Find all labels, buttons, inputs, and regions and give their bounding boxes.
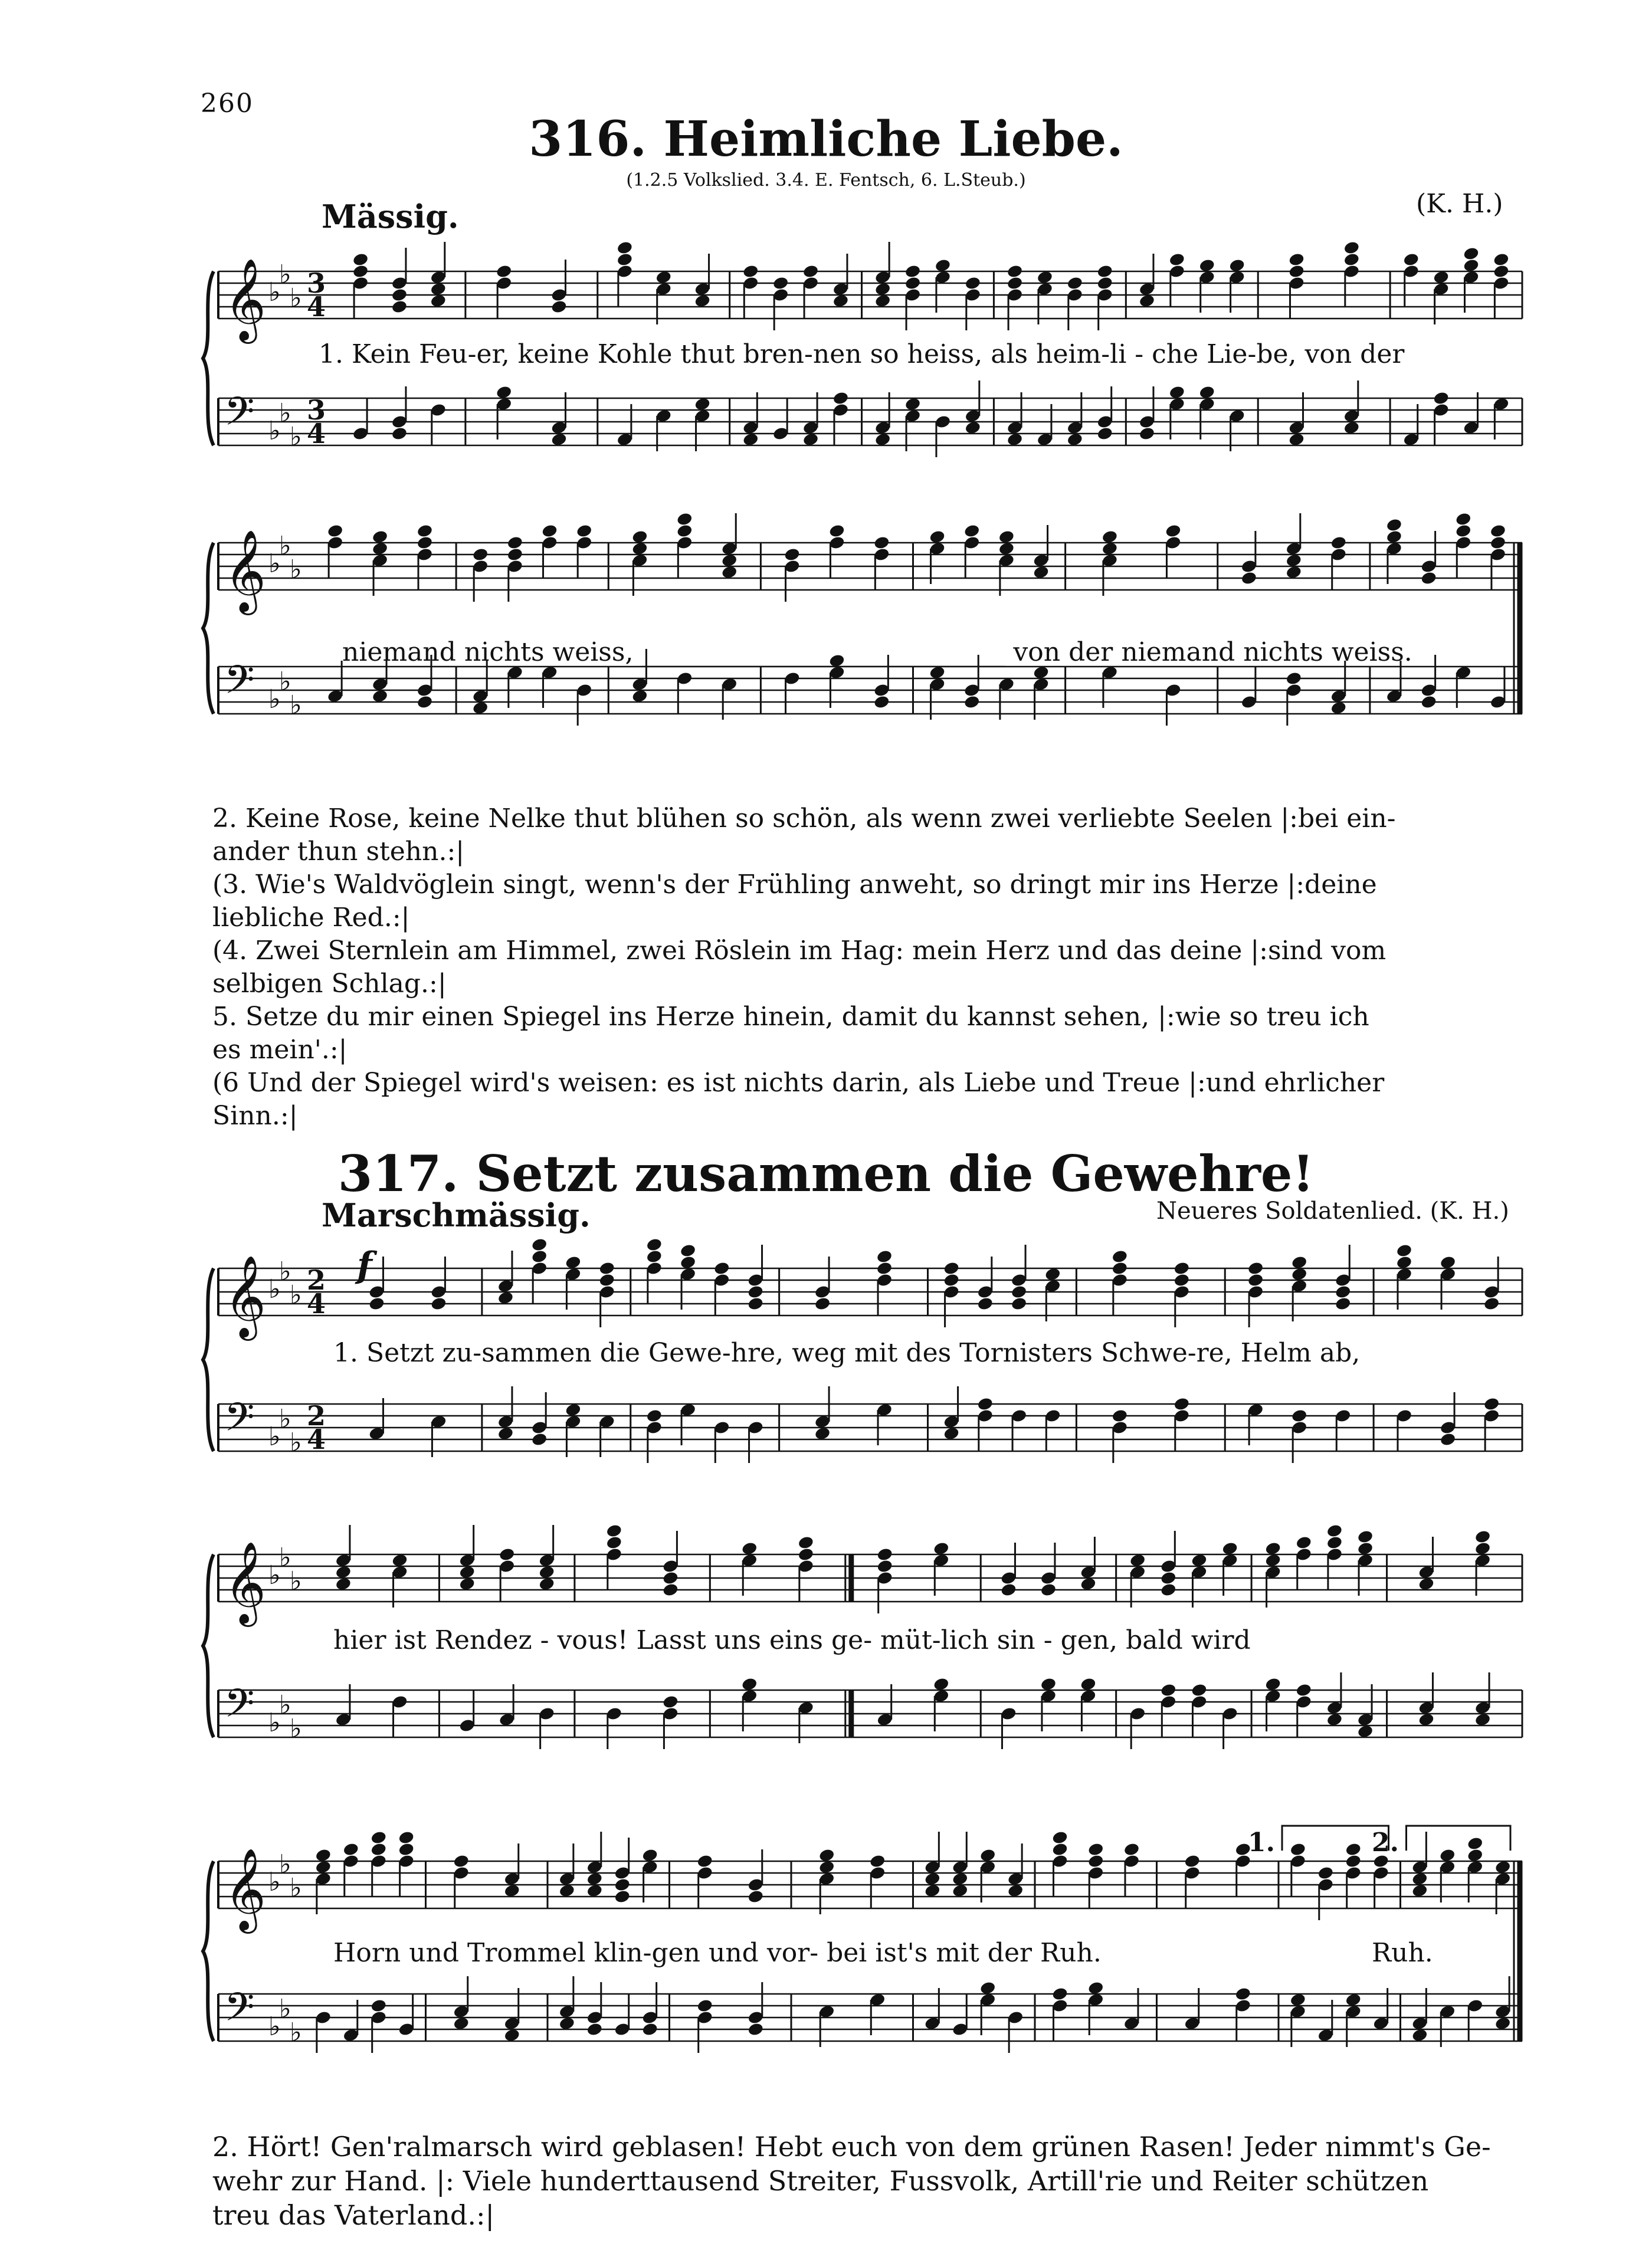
verse-6-line-2: Sinn.:| — [212, 1101, 298, 1131]
note-head — [1420, 694, 1437, 709]
note-head — [1295, 1535, 1312, 1550]
flat-icon: ♭ — [279, 1994, 291, 2024]
note-head — [1326, 1535, 1343, 1550]
treble-clef-icon: 𝄞 — [224, 530, 266, 612]
note-head — [531, 1249, 548, 1264]
time-signature-denominator: 4 — [307, 1423, 326, 1455]
brace — [203, 543, 214, 714]
note-head — [499, 1547, 516, 1562]
verse-2-line-2: ander thun stehn.:| — [212, 837, 465, 867]
note-head — [1111, 1261, 1128, 1275]
time-signature-numerator: 2 — [307, 1400, 326, 1432]
note-head — [662, 1570, 679, 1585]
song-317-lyrics-line-1: 1. Setzt zu-sammen die Gewe-hre, weg mit des Tornisters Schwe-re, Helm ab, — [333, 1338, 1361, 1368]
flat-icon: ♭ — [268, 549, 281, 579]
flat-icon: ♭ — [290, 422, 302, 452]
note-head — [1000, 1582, 1017, 1597]
song-317-verse-2-line-1: 2. Hört! Gen'ralmarsch wird geblasen! Hebt euch von dem grünen Rasen! Jeder nimmt's Ge- — [212, 2131, 1491, 2163]
verse-4-line-1: (4. Zwei Sternlein am Himmel, zwei Röslein im Hag: mein Herz und das deine |:sind vom — [212, 936, 1386, 966]
note-head — [1087, 1854, 1104, 1868]
note-head — [1173, 1261, 1190, 1275]
note-head — [1241, 570, 1258, 585]
ending-1-label: 1. — [1248, 1828, 1275, 1858]
note-head — [1184, 1854, 1201, 1868]
note-head — [784, 547, 801, 562]
note-head — [1357, 1529, 1374, 1544]
note-head — [1289, 1842, 1306, 1856]
note-head — [828, 523, 845, 538]
note-head — [370, 1842, 387, 1856]
flat-icon: ♭ — [290, 690, 302, 720]
note-head — [1087, 1842, 1104, 1856]
note-head — [507, 535, 524, 550]
note-head — [614, 1889, 631, 1904]
note-head — [1345, 1842, 1362, 1856]
note-head — [507, 547, 524, 562]
note-head — [772, 275, 789, 290]
song-317-verse-2-line-2: wehr zur Hand. |: Viele hunderttausend Streiter, Fussvolk, Artill'rie und Reiter schützen — [212, 2165, 1429, 2197]
treble-staff — [218, 1541, 1522, 1627]
song-317-system-3 — [201, 1817, 1525, 2094]
song-317-source-tag: Neueres Soldatenlied. (K. H.) — [1156, 1198, 1509, 1225]
note-head — [1111, 1249, 1128, 1264]
flat-icon: ♭ — [279, 1404, 291, 1434]
note-head — [645, 1408, 663, 1423]
note-head — [1165, 523, 1182, 538]
verse-3-line-2: liebliche Red.:| — [212, 903, 410, 933]
flat-icon: ♭ — [279, 1690, 291, 1720]
note-head — [1440, 1432, 1457, 1446]
note-head — [417, 535, 434, 550]
song-317-tempo: Marschmässig. — [322, 1196, 591, 1234]
flat-icon: ♭ — [268, 1422, 281, 1452]
note-head — [1295, 1682, 1312, 1697]
flat-icon: ♭ — [268, 2012, 281, 2042]
note-head — [1493, 264, 1510, 278]
note-head — [1455, 523, 1472, 538]
note-head — [1326, 1523, 1343, 1538]
ending-2-lyric: Ruh. — [1372, 1938, 1433, 1968]
note-head — [1291, 1408, 1308, 1423]
note-head — [1173, 1396, 1190, 1411]
note-head — [943, 1272, 960, 1287]
note-head — [541, 523, 558, 538]
song-317-system-1 — [201, 1227, 1525, 1492]
verse-2-line-1: 2. Keine Rose, keine Nelke thut blühen so schön, als wenn zwei verliebte Seelen |:bei ein- — [212, 803, 1396, 834]
note-head — [873, 694, 890, 709]
note-head — [370, 1998, 387, 2013]
note-head — [1483, 1296, 1500, 1311]
note-head — [531, 1432, 548, 1446]
note-head — [370, 1830, 387, 1845]
treble-clef-icon: 𝄞 — [224, 1541, 266, 1623]
note-head — [398, 1830, 415, 1845]
flat-icon: ♭ — [268, 416, 281, 446]
note-head — [1007, 264, 1024, 278]
note-head — [1330, 535, 1347, 550]
note-head — [430, 1296, 447, 1311]
bass-clef-icon: 𝄢 — [224, 1984, 255, 2039]
note-head — [368, 1296, 385, 1311]
note-head — [1285, 671, 1302, 685]
note-head — [1490, 535, 1507, 550]
note-head — [1066, 275, 1083, 290]
note-head — [747, 2022, 764, 2036]
note-head — [1386, 517, 1403, 532]
note-head — [1011, 1284, 1028, 1299]
note-head — [832, 391, 850, 405]
note-head — [876, 1249, 893, 1264]
note-head — [1160, 1682, 1177, 1697]
note-head — [605, 1535, 622, 1550]
brace — [203, 1554, 214, 1737]
note-head — [1051, 1842, 1068, 1856]
song-316-lyrics-line-2: niemand nichts weiss, ____________________________ von der niemand nichts weiss. — [342, 637, 1412, 667]
flat-icon: ♭ — [279, 1849, 291, 1879]
note-head — [747, 1284, 764, 1299]
note-head — [873, 535, 890, 550]
note-head — [1139, 426, 1156, 441]
note-head — [1335, 1296, 1352, 1311]
note-head — [1173, 1272, 1190, 1287]
dynamic-forte: f — [357, 1245, 372, 1286]
note-head — [976, 1296, 994, 1311]
note-head — [398, 1842, 415, 1856]
note-head — [1096, 264, 1113, 278]
note-head — [676, 511, 693, 526]
note-head — [1168, 252, 1185, 267]
song-317-lyrics-line-3: Horn und Trommel klin-gen und vor- bei ist's mit der Ruh. — [333, 1938, 1102, 1968]
note-head — [904, 275, 922, 290]
song-316-title: 316. Heimliche Liebe. — [529, 111, 1123, 168]
note-head — [1288, 252, 1305, 267]
song-317-system-2 — [201, 1522, 1525, 1787]
flat-icon: ♭ — [290, 1280, 302, 1310]
note-head — [963, 523, 981, 538]
bass-clef-icon: 𝄢 — [224, 657, 255, 712]
note-head — [1433, 391, 1450, 405]
verse-5-line-2: es mein'.:| — [212, 1035, 348, 1065]
note-head — [1011, 1296, 1028, 1311]
note-head — [869, 1854, 886, 1868]
note-head — [1335, 1284, 1352, 1299]
note-head — [876, 1261, 893, 1275]
time-signature-denominator: 4 — [307, 291, 326, 323]
note-head — [645, 1237, 663, 1252]
verse-5-line-1: 5. Setze du mir einen Spiegel ins Herze hinein, damit du kannst sehen, |:wie so treu ich — [212, 1002, 1369, 1032]
flat-icon: ♭ — [279, 1257, 291, 1287]
note-head — [747, 1889, 764, 1904]
flat-icon: ♭ — [268, 1274, 281, 1304]
note-head — [662, 1582, 679, 1597]
song-317-verse-2-line-3: treu das Vaterland.:| — [212, 2199, 494, 2231]
note-head — [576, 523, 593, 538]
song-316-source-tag: (K. H.) — [1416, 189, 1503, 219]
treble-staff — [218, 530, 1522, 615]
note-head — [391, 426, 408, 441]
note-head — [605, 1523, 622, 1538]
note-head — [1247, 1272, 1264, 1287]
note-head — [802, 264, 820, 278]
note-head — [1096, 275, 1113, 290]
treble-staff — [218, 258, 1522, 344]
note-head — [417, 694, 434, 709]
flat-icon: ♭ — [290, 1428, 302, 1458]
bass-staff — [218, 389, 1522, 452]
note-head — [472, 547, 489, 562]
note-head — [645, 1249, 663, 1264]
note-head — [696, 1854, 713, 1868]
flat-icon: ♭ — [279, 531, 291, 561]
note-head — [798, 1535, 815, 1550]
note-head — [676, 523, 693, 538]
note-head — [1111, 1408, 1128, 1423]
flat-icon: ♭ — [268, 1560, 281, 1590]
time-signature-denominator: 4 — [307, 1288, 326, 1320]
note-head — [963, 694, 981, 709]
note-head — [391, 287, 408, 302]
note-head — [1493, 252, 1510, 267]
song-316-attribution: (1.2.5 Volkslied. 3.4. E. Fentsch, 6. L.Steub.) — [626, 170, 1026, 191]
bass-clef-icon: 𝄢 — [224, 389, 255, 444]
time-signature-numerator: 3 — [307, 267, 326, 299]
flat-icon: ♭ — [290, 555, 302, 585]
note-head — [1455, 511, 1472, 526]
brace — [203, 1861, 214, 2041]
volta-bracket-2 — [1407, 1826, 1511, 1851]
note-head — [662, 1694, 679, 1709]
brace — [203, 1268, 214, 1451]
song-316-lyrics-line-1: 1. Kein Feu-er, keine Kohle thut bren-nen so heiss, als heim-li - che Lie-be, von der — [319, 339, 1405, 369]
page-number: 260 — [201, 88, 254, 119]
note-head — [943, 1261, 960, 1275]
flat-icon: ♭ — [279, 398, 291, 428]
note-head — [327, 523, 344, 538]
note-head — [1490, 523, 1507, 538]
note-head — [904, 264, 922, 278]
note-head — [342, 1842, 359, 1856]
note-head — [1123, 1842, 1140, 1856]
note-head — [1234, 1986, 1251, 2001]
time-signature-numerator: 3 — [307, 394, 326, 426]
song-317-title: 317. Setzt zusammen die Gewehre! — [337, 1144, 1315, 1203]
flat-icon: ♭ — [290, 1873, 302, 1903]
flat-icon: ♭ — [290, 2018, 302, 2048]
note-head — [617, 240, 634, 255]
flat-icon: ♭ — [268, 277, 281, 307]
note-head — [1402, 252, 1420, 267]
treble-clef-icon: 𝄞 — [224, 1255, 266, 1337]
note-head — [876, 1547, 893, 1562]
song-317-lyrics-line-2: hier ist Rendez - vous! Lasst uns eins ge- müt-lich sin - gen, bald wird — [333, 1625, 1251, 1655]
note-head — [496, 264, 513, 278]
time-signature-numerator: 2 — [307, 1264, 326, 1296]
note-head — [1483, 1396, 1500, 1411]
note-head — [453, 1854, 470, 1868]
note-head — [680, 1243, 697, 1258]
note-head — [1096, 426, 1113, 441]
note-head — [417, 523, 434, 538]
note-head — [641, 2022, 658, 2036]
note-head — [550, 299, 568, 314]
time-signature-denominator: 4 — [307, 418, 326, 450]
verse-4-line-2: selbigen Schlag.:| — [212, 969, 447, 999]
bass-clef-icon: 𝄢 — [224, 1395, 255, 1449]
flat-icon: ♭ — [268, 1708, 281, 1738]
song-316-system-1 — [201, 236, 1525, 490]
song-317-verses — [212, 2130, 1522, 2232]
treble-clef-icon: 𝄞 — [224, 258, 266, 340]
note-head — [531, 1237, 548, 1252]
note-head — [617, 252, 634, 267]
note-head — [1051, 1830, 1068, 1845]
note-head — [1317, 1865, 1334, 1880]
treble-staff — [218, 1255, 1522, 1341]
bass-staff — [218, 1681, 1522, 1744]
flat-icon: ♭ — [268, 684, 281, 714]
note-head — [1463, 246, 1480, 261]
note-head — [1343, 240, 1360, 255]
note-head — [1474, 1529, 1492, 1544]
note-head — [1040, 1582, 1057, 1597]
bass-clef-icon: 𝄢 — [224, 1681, 255, 1736]
brace — [203, 271, 214, 445]
note-head — [747, 1296, 764, 1311]
note-head — [1420, 570, 1437, 585]
song-316-tempo: Mässig. — [322, 198, 459, 235]
note-head — [598, 1272, 615, 1287]
note-head — [352, 264, 369, 278]
note-head — [696, 1998, 713, 2013]
note-head — [742, 264, 759, 278]
flat-icon: ♭ — [290, 283, 302, 313]
note-head — [964, 275, 981, 290]
note-head — [1160, 1570, 1177, 1585]
note-head — [1160, 1582, 1177, 1597]
note-head — [598, 1261, 615, 1275]
treble-clef-icon: 𝄞 — [224, 1848, 266, 1930]
note-head — [1467, 1836, 1484, 1851]
note-head — [1288, 264, 1305, 278]
note-head — [1396, 1243, 1413, 1258]
note-head — [1345, 1854, 1362, 1868]
ending-2-label: 2. — [1372, 1828, 1399, 1858]
flat-icon: ♭ — [279, 667, 291, 697]
flat-icon: ♭ — [279, 1543, 291, 1573]
verse-3-line-1: (3. Wie's Waldvöglein singt, wenn's der Frühling anweht, so dringt mir ins Herze |:deine — [212, 870, 1377, 900]
note-head — [976, 1396, 994, 1411]
song-316-system-2 — [201, 519, 1525, 773]
note-head — [1051, 1986, 1068, 2001]
note-head — [798, 1547, 815, 1562]
note-head — [1343, 252, 1360, 267]
note-head — [614, 1877, 631, 1892]
note-head — [876, 1559, 893, 1573]
flat-icon: ♭ — [290, 1566, 302, 1596]
note-head — [352, 252, 369, 267]
flat-icon: ♭ — [279, 260, 291, 290]
note-head — [391, 299, 408, 314]
flat-icon: ♭ — [290, 1714, 302, 1744]
note-head — [1191, 1682, 1208, 1697]
note-head — [814, 1296, 831, 1311]
flat-icon: ♭ — [268, 1867, 281, 1897]
bass-staff — [218, 1395, 1522, 1458]
verse-6-line-1: (6 Und der Spiegel wird's weisen: es ist nichts darin, als Liebe und Treue |:und ehrlicher — [212, 1068, 1385, 1098]
note-head — [586, 2022, 603, 2036]
note-head — [713, 1261, 730, 1275]
note-head — [1247, 1261, 1264, 1275]
song-316-verses — [212, 802, 1522, 1133]
note-head — [1007, 275, 1024, 290]
